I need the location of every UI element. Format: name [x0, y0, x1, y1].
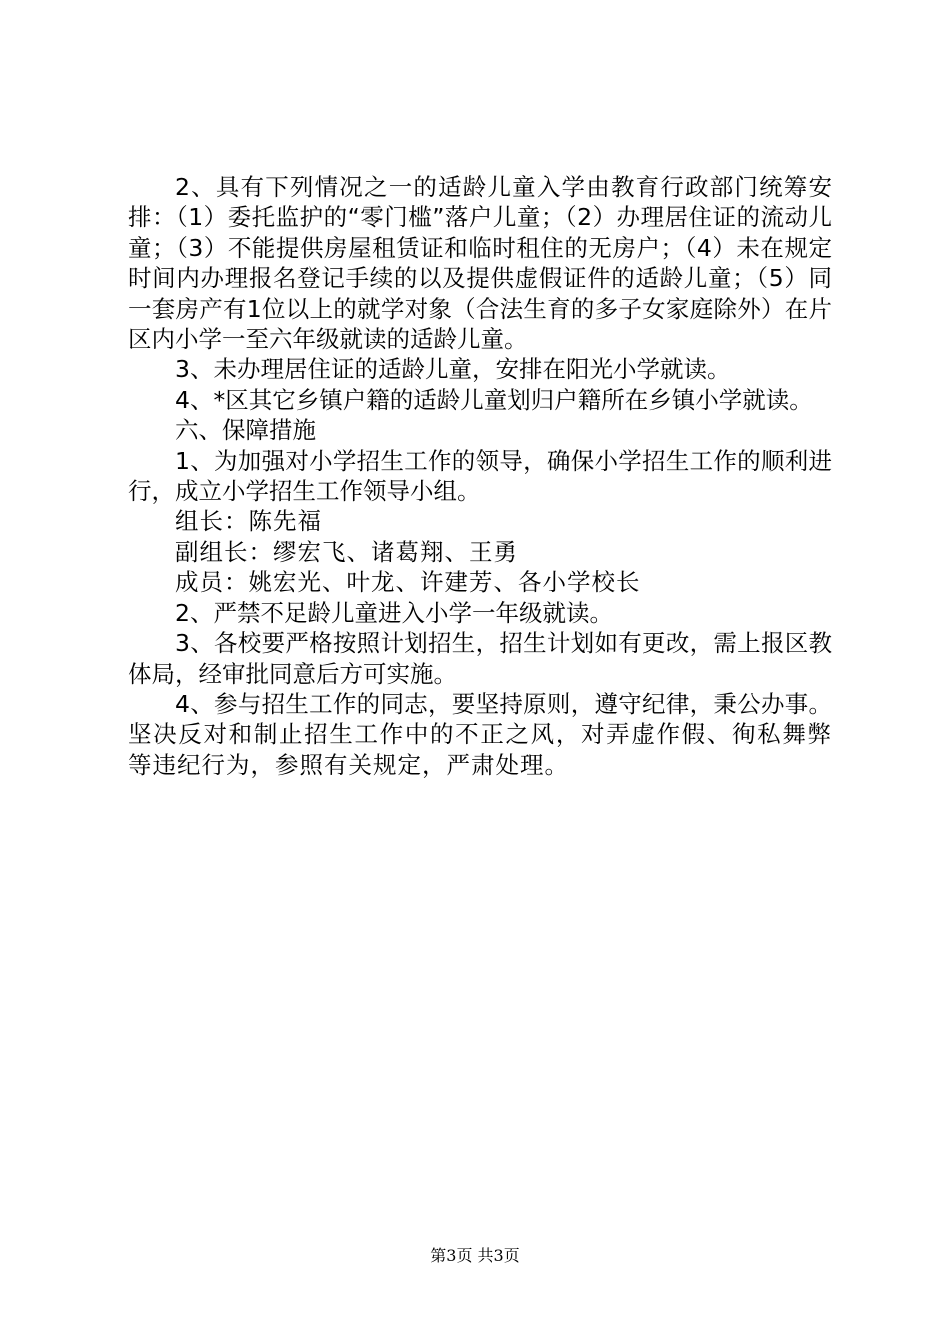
group-leader-line: 组长：陈先福 [175, 507, 322, 536]
paragraph-item-3: 3、未办理居住证的适龄儿童，安排在阳光小学就读。 [175, 355, 731, 384]
paragraph-leadership-group: 1、为加强对小学招生工作的领导，确保小学招生工作的顺利进行，成立小学招生工作领导小组。 [128, 446, 832, 506]
deputy-leader-line: 副组长：缪宏飞、诸葛翔、王勇 [175, 537, 518, 566]
paragraph-item-4: 4、*区其它乡镇户籍的适龄儿童划归户籍所在乡镇小学就读。 [175, 385, 813, 414]
paragraph-underage-ban: 2、严禁不足龄儿童进入小学一年级就读。 [175, 598, 613, 627]
paragraph-plan-enrollment: 3、各校要严格按照计划招生，招生计划如有更改，需上报区教体局，经审批同意后方可实施。 [128, 629, 832, 688]
section-heading-safeguards: 六、保障措施 [175, 416, 316, 445]
paragraph-discipline [128, 689, 832, 780]
page-footer: 第3页 共3页 [430, 1246, 520, 1265]
discipline-text-light: 坚决反对和制止招生工作中的不正之风，对弄虚作假、徇私舞弊等违纪行为，参照有关规定，严肃处理。 [128, 720, 832, 779]
discipline-text-bold: 4、参与招生工作的同志，要坚持原则，遵守纪律，秉公办事。 [175, 689, 832, 718]
members-line: 成员：姚宏光、叶龙、许建芳、各小学校长 [175, 568, 641, 597]
document-body [128, 172, 832, 780]
paragraph-item-2: 2、具有下列情况之一的适龄儿童入学由教育行政部门统筹安排：（1）委托监护的“零门槛”落户儿童；（2）办理居住证的流动儿童；（3）不能提供房屋租赁证和临时租住的无房户；（4）未在规定时间内办理报名登记手续的以及提供虚假证件的适龄儿童；（5）同一套房产有1位以上的就学对象（合法生育的多子女家庭除外）在片区内小学一至六年级就读的适龄儿童。 [128, 173, 832, 354]
